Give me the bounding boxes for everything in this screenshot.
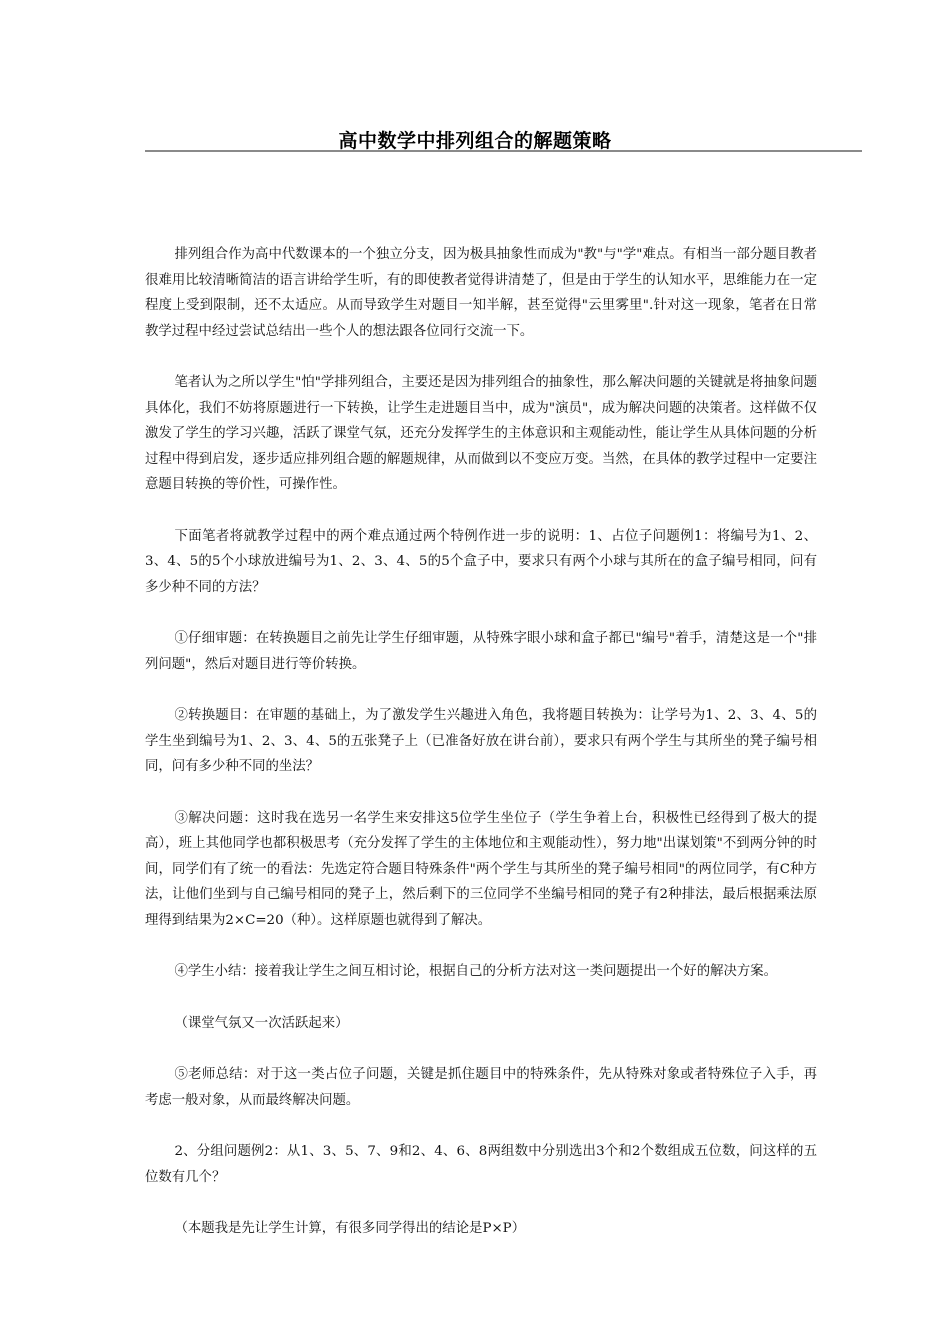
document-title: 高中数学中排列组合的解题策略 — [338, 130, 612, 152]
paragraph-example-1: 下面笔者将就教学过程中的两个难点通过两个特例作进一步的说明：1、占位子问题例1：将编号为1、2、3、4、5的5个小球放进编号为1、2、3、4、5的5个盒子中，要求只有两个小球与其所在的盒子编号相同，问有多少种不同的方法？ — [145, 528, 817, 595]
paragraph-step-4: ④学生小结：接着我让学生之间互相讨论，根据自己的分析方法对这一类问题提出一个好的解决方案。 — [174, 964, 778, 979]
paragraph-example-2: 2、分组问题例2：从1、3、5、7、9和2、4、6、8两组数中分别选出3个和2个数组成五位数，问这样的五位数有几个？ — [145, 1144, 817, 1185]
paragraph-step-5: ⑤老师总结：对于这一类占位子问题，关键是抓住题目中的特殊条件，先从特殊对象或者特殊位子入手，再考虑一般对象，从而最终解决问题。 — [145, 1067, 817, 1108]
paragraph-note-classroom: （课堂气氛又一次活跃起来） — [174, 1015, 349, 1031]
paragraph-intro: 排列组合作为高中代数课本的一个独立分支，因为极具抽象性而成为"教"与"学"难点。有相当一部分题目教者很难用比较清晰简洁的语言讲给学生听，有的即使教者觉得讲清楚了，但是由于学生的认知水平，思维能力在一定程度上受到限制，还不太适应。从而导致学生对题目一知半解，甚至觉得"云里雾里".针对这一现象，笔者在日常教学过程中经过尝试总结出一些个人的想法跟各位同行交流一下。 — [145, 247, 817, 339]
document-body — [145, 242, 817, 1268]
paragraph-step-1: ①仔细审题：在转换题目之前先让学生仔细审题，从特殊字眼小球和盒子都已"编号"着手，清楚这是一个"排列问题"，然后对题目进行等价转换。 — [145, 631, 817, 672]
paragraph-note-answer: （本题我是先让学生计算，有很多同学得出的结论是P×P） — [174, 1221, 526, 1236]
title-underline — [145, 150, 862, 152]
paragraph-step-2: ②转换题目：在审题的基础上，为了激发学生兴趣进入角色，我将题目转换为：让学号为1、2、3、4、5的学生坐到编号为1、2、3、4、5的五张凳子上（已准备好放在讲台前），要求只有两个学生与其所坐的凳子编号相同，问有多少种不同的坐法？ — [145, 708, 817, 774]
paragraph-approach: 笔者认为之所以学生"怕"学排列组合，主要还是因为排列组合的抽象性，那么解决问题的关键就是将抽象问题具体化，我们不妨将原题进行一下转换，让学生走进题目当中，成为"演员"，成为解决问题的决策者。这样做不仅激发了学生的学习兴趣，活跃了课堂气氛，还充分发挥学生的主体意识和主观能动性，能让学生从具体问题的分析过程中得到启发，逐步适应排列组合题的解题规律，从而做到以不变应万变。当然，在具体的教学过程中一定要注意题目转换的等价性，可操作性。 — [145, 375, 817, 492]
paragraph-step-3: ③解决问题：这时我在选另一名学生来安排这5位学生坐位子（学生争着上台，积极性已经得到了极大的提高），班上其他同学也都积极思考（充分发挥了学生的主体地位和主观能动性），努力地"出谋划策"不到两分钟的时间，同学们有了统一的看法：先选定符合题目特殊条件"两个学生与其所坐的凳子编号相同"的两位同学，有C种方法，让他们坐到与自己编号相同的凳子上，然后剩下的三位同学不坐编号相同的凳子有2种排法，最后根据乘法原理得到结果为2×C=20（种）。这样原题也就得到了解决。 — [145, 810, 817, 928]
